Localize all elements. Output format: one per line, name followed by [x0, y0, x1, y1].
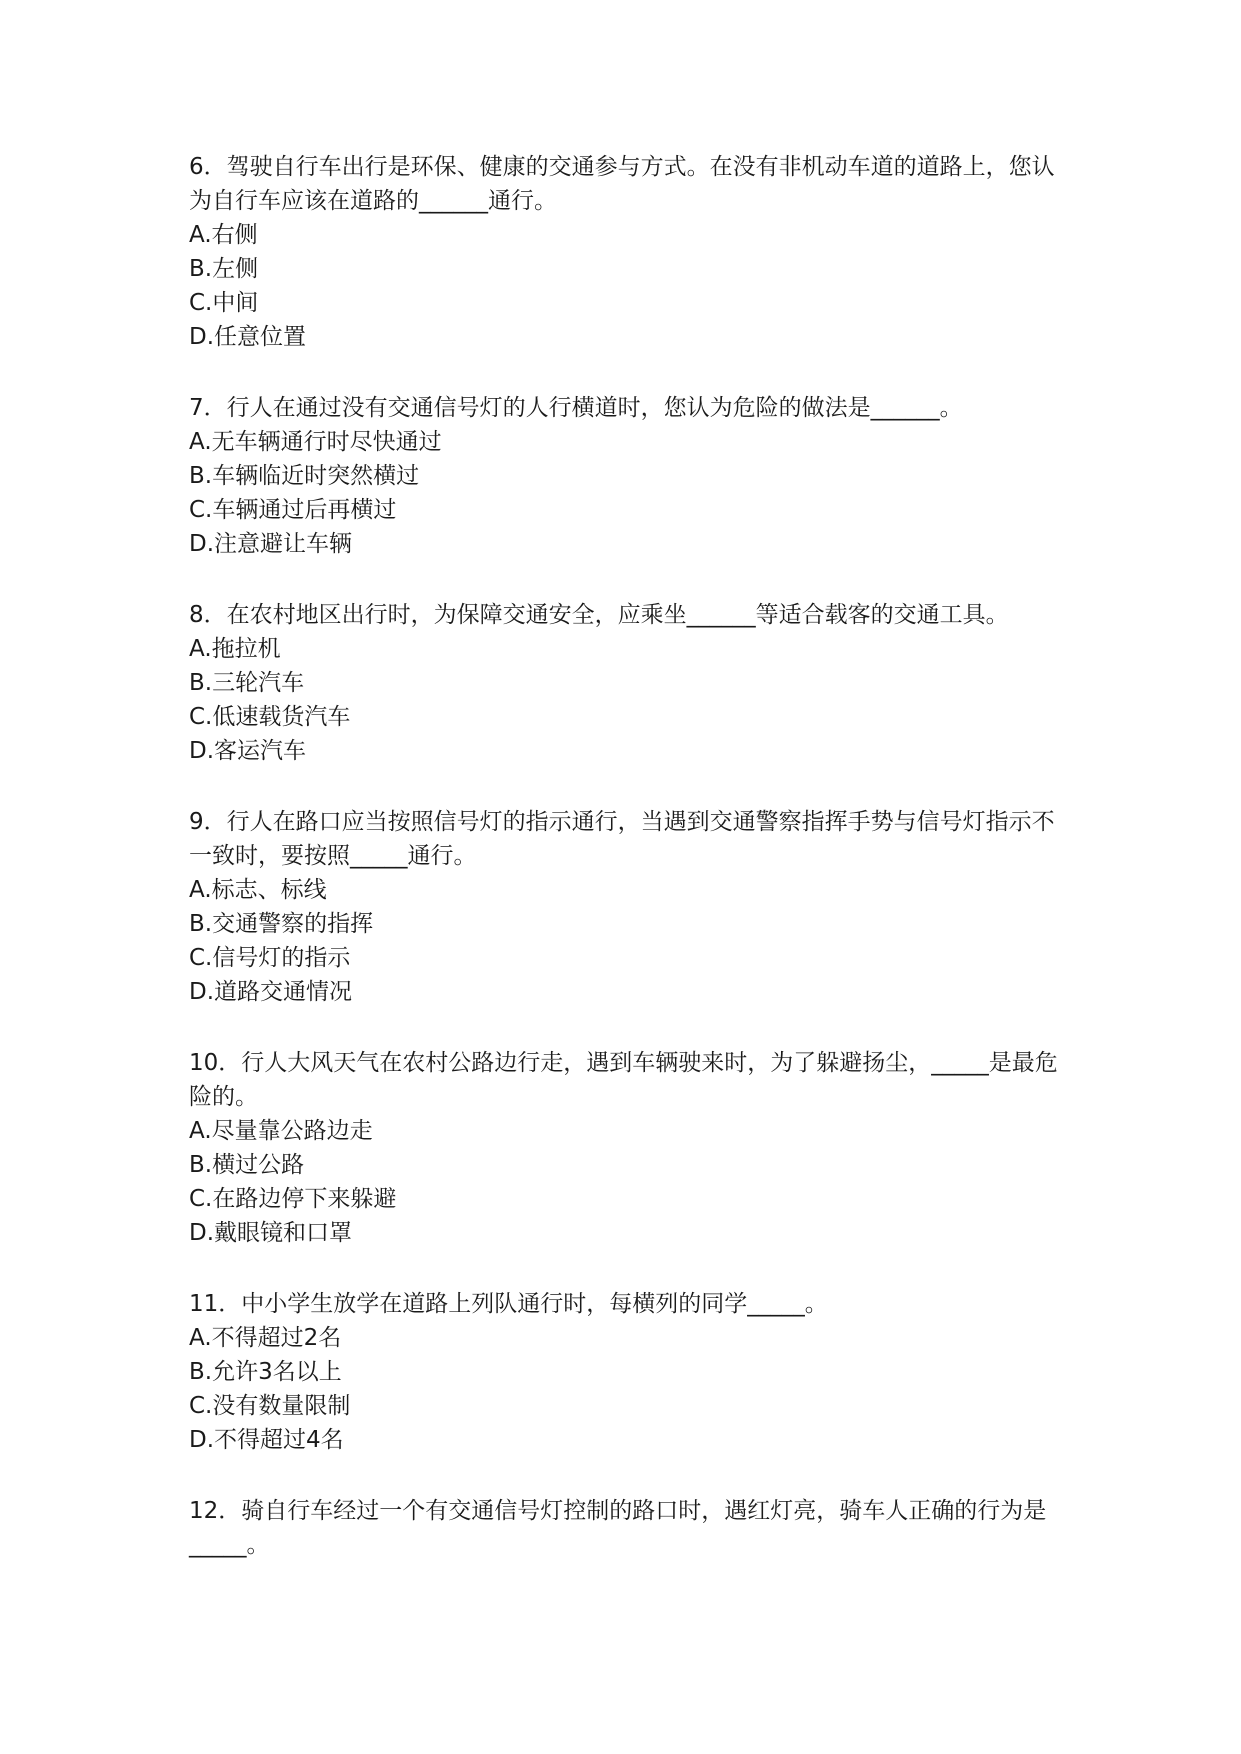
question-stem: 11．中小学生放学在道路上列队通行时，每横列的同学_____。 [189, 1291, 828, 1317]
option-a: A.无车辆通行时尽快通过 [189, 429, 442, 455]
option-a: A.拖拉机 [189, 636, 281, 662]
option-d: D.戴眼镜和口罩 [189, 1220, 353, 1246]
option-b: B.允许3名以上 [189, 1359, 342, 1385]
question-stem: 6．驾驶自行车出行是环保、健康的交通参与方式。在没有非机动车道的道路上，您认为自行车应该在道路的______通行。 [189, 154, 1055, 214]
question-11 [189, 1287, 1069, 1457]
question-stem: 10．行人大风天气在农村公路边行走，遇到车辆驶来时，为了躲避扬尘，_____是最危险的。 [189, 1050, 1058, 1110]
question-7 [189, 391, 1069, 561]
option-c: C.中间 [189, 290, 259, 316]
question-stem: 12．骑自行车经过一个有交通信号灯控制的路口时，遇红灯亮，骑车人正确的行为是_____。 [189, 1498, 1047, 1558]
option-a: A.不得超过2名 [189, 1325, 342, 1351]
option-b: B.横过公路 [189, 1152, 305, 1178]
option-b: B.交通警察的指挥 [189, 911, 374, 937]
option-c: C.车辆通过后再横过 [189, 497, 397, 523]
option-d: D.客运汽车 [189, 738, 307, 764]
document-page [189, 150, 1069, 1599]
question-10 [189, 1046, 1069, 1250]
option-d: D.注意避让车辆 [189, 531, 353, 557]
option-a: A.右侧 [189, 222, 258, 248]
option-d: D.任意位置 [189, 324, 307, 350]
question-8 [189, 598, 1069, 768]
question-12 [189, 1494, 1069, 1562]
option-d: D.道路交通情况 [189, 979, 353, 1005]
option-b: B.三轮汽车 [189, 670, 305, 696]
option-b: B.左侧 [189, 256, 259, 282]
question-6 [189, 150, 1069, 354]
option-c: C.低速载货汽车 [189, 704, 351, 730]
question-stem: 9．行人在路口应当按照信号灯的指示通行，当遇到交通警察指挥手势与信号灯指示不一致时，要按照_____通行。 [189, 809, 1055, 869]
option-c: C.在路边停下来躲避 [189, 1186, 397, 1212]
option-d: D.不得超过4名 [189, 1427, 344, 1453]
option-c: C.没有数量限制 [189, 1393, 351, 1419]
question-stem: 8．在农村地区出行时，为保障交通安全，应乘坐______等适合载客的交通工具。 [189, 602, 1009, 628]
option-a: A.标志、标线 [189, 877, 327, 903]
question-9 [189, 805, 1069, 1009]
question-stem: 7．行人在通过没有交通信号灯的人行横道时，您认为危险的做法是______。 [189, 395, 963, 421]
option-c: C.信号灯的指示 [189, 945, 351, 971]
option-b: B.车辆临近时突然横过 [189, 463, 420, 489]
option-a: A.尽量靠公路边走 [189, 1118, 373, 1144]
